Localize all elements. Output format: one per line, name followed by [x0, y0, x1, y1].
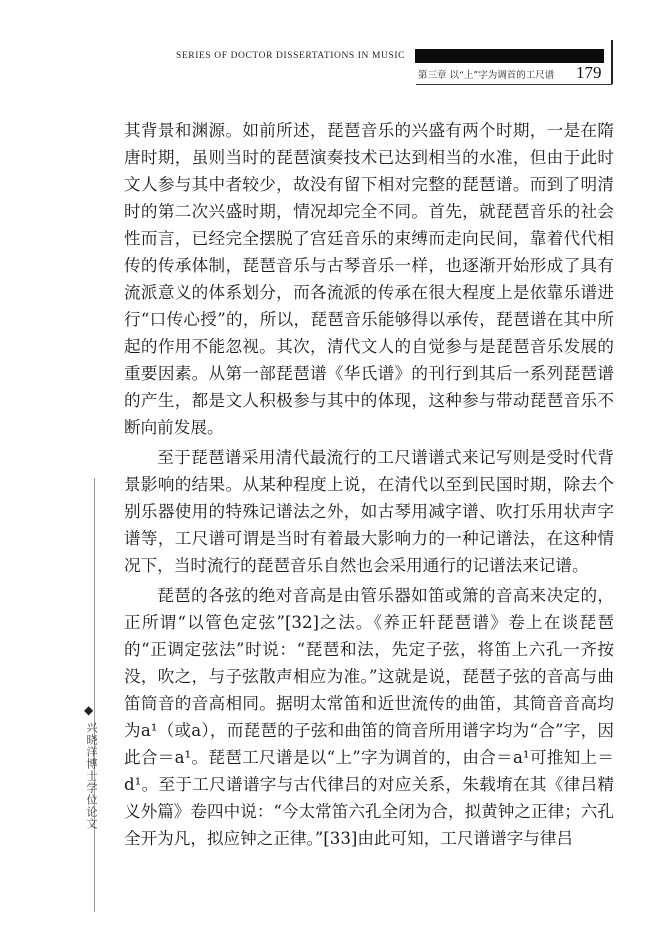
header-vertical-rule: [611, 40, 613, 84]
series-title: SERIES OF DOCTOR DISSERTATIONS IN MUSIC: [176, 51, 406, 61]
chapter-title: 第三章 以“上”字为调首的工尺谱: [418, 70, 555, 81]
paragraph-2: 至于琵琶谱采用清代最流行的工尺谱谱式来记写则是受时代背景影响的结果。从某种程度上说，在清代以至到民国时期，除去个别乐器使用的特殊记谱法之外，如古琴用减字谱、吹打乐用状声字谱等，工尺谱可谓是当时有着最大影响力的一种记谱法，在这种情况下，当时流行的琵琶音乐自然也会采用通行的记谱法来记谱。: [124, 448, 614, 575]
diamond-marker-icon: ◆: [84, 703, 94, 717]
series-side-label: 兴晓洋博士学位论文: [85, 722, 98, 830]
body-text: [124, 117, 614, 852]
page-number: 179: [576, 63, 602, 82]
header-black-bar: [415, 49, 604, 63]
paragraph-1: 其背景和渊源。如前所述，琵琶音乐的兴盛有两个时期，一是在隋唐时期，虽则当时的琵琶演奏技术已达到相当的水准，但由于此时文人参与其中者较少，故没有留下相对完整的琵琶谱。而到了明清时的第二次兴盛时期，情况却完全不同。首先，就琵琶音乐的社会性而言，已经完全摆脱了宫廷音乐的束缚而走向民间，靠着代代相传的传承体制，琵琶音乐与古琴音乐一样，也逐渐开始形成了具有流派意义的体系划分，而各流派的传承在很大程度上是依靠乐谱进行“口传心授”的，所以，琵琶音乐能够得以承传，琵琶谱在其中所起的作用不能忽视。其次，清代文人的自觉参与是琵琶音乐发展的重要因素。从第一部琵琶谱《华氏谱》的刊行到其后一系列琵琶谱的产生，都是文人积极参与其中的体现，这种参与带动琵琶音乐不断向前发展。: [124, 121, 614, 437]
header-rule: [416, 84, 612, 85]
paragraph-3: 琵琶的各弦的绝对音高是由管乐器如笛或箫的音高来决定的，正所谓“以管色定弦”[32]之法。《养正轩琵琶谱》卷上在谈琵琶的“正调定弦法”时说：“琵琶和法，先定子弦，将笛上六孔一齐按没，吹之，与子弦散声相应为准。”这就是说，琵琶子弦的音高与曲笛筒音的音高相同。据明太常笛和近世流传的曲笛，其筒音音高均为a¹（或a），而琵琶的子弦和曲笛的筒音所用谱字均为“合”字，因此合＝a¹。琵琶工尺谱是以“上”字为调首的，由合＝a¹可推知上＝d¹。至于工尺谱谱字与古代律吕的对应关系，朱载堉在其《律吕精义外篇》卷四中说：“今太常笛六孔全闭为合，拟黄钟之正律；六孔全开为凡，拟应钟之正律。”[33]由此可知，工尺谱谱字与律吕: [124, 586, 614, 848]
side-vertical-rule: [94, 478, 95, 912]
